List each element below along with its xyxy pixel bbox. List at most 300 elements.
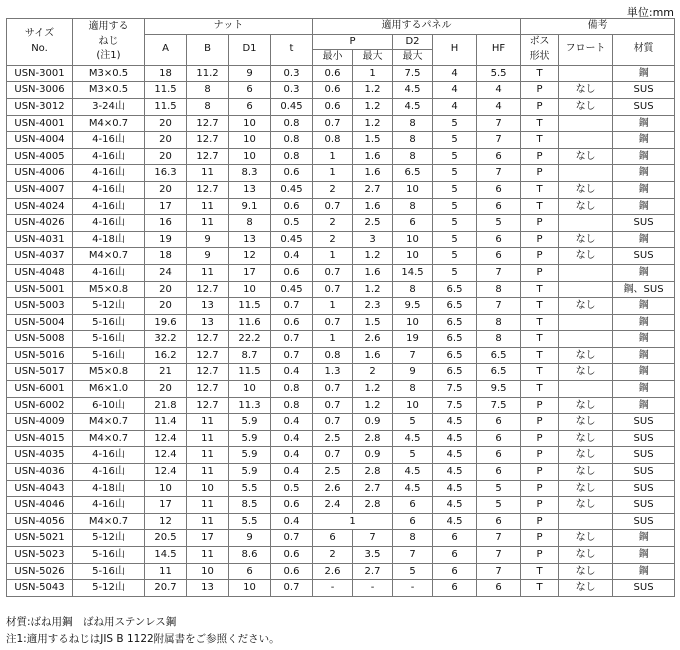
cell-boss: P [521,497,559,514]
cell-b: 12.7 [187,148,229,165]
table-row [7,82,675,99]
cell-d2-max: 5 [393,414,433,431]
cell-hf: 4 [477,98,521,115]
cell-h: 4 [433,98,477,115]
cell-h: 5 [433,165,477,182]
cell-boss: T [521,563,559,580]
cell-p-min: 0.8 [313,347,353,364]
cell-float: なし [559,397,613,414]
cell-d1: 6 [229,82,271,99]
cell-b: 13 [187,298,229,315]
cell-d2-max: 10 [393,397,433,414]
table-row [7,397,675,414]
cell-h: 4.5 [433,497,477,514]
cell-h: 4.5 [433,464,477,481]
cell-t: 0.4 [271,447,313,464]
cell-material: 鋼 [613,148,675,165]
cell-boss: P [521,547,559,564]
cell-p-max: 1.6 [353,198,393,215]
cell-float: なし [559,530,613,547]
cell-a: 10 [145,480,187,497]
cell-float [559,381,613,398]
table-row [7,132,675,149]
cell-a: 24 [145,264,187,281]
cell-a: 20.5 [145,530,187,547]
cell-screw: 4-16山 [73,181,145,198]
cell-t: 0.8 [271,381,313,398]
cell-h: 4 [433,82,477,99]
cell-float: なし [559,347,613,364]
cell-d2-max: 8 [393,281,433,298]
cell-float: なし [559,82,613,99]
cell-h: 6.5 [433,347,477,364]
cell-t: 0.3 [271,65,313,82]
table-row [7,364,675,381]
cell-material: SUS [613,580,675,597]
cell-boss: P [521,248,559,265]
cell-material: SUS [613,82,675,99]
cell-d2-max: 4.5 [393,480,433,497]
cell-material: 鋼 [613,547,675,564]
cell-t: 0.45 [271,281,313,298]
cell-t: 0.6 [271,497,313,514]
cell-p: 1 [313,513,393,530]
cell-p-max: 2.8 [353,430,393,447]
cell-h: 5 [433,132,477,149]
cell-p-max: 2.8 [353,497,393,514]
cell-b: 12.7 [187,397,229,414]
cell-boss: T [521,181,559,198]
cell-d2-max: 14.5 [393,264,433,281]
cell-d1: 10 [229,381,271,398]
cell-d2-max: 8 [393,115,433,132]
cell-material: 鋼、SUS [613,281,675,298]
cell-d1: 13 [229,231,271,248]
cell-a: 20 [145,132,187,149]
table-row [7,165,675,182]
cell-d2-max: 8 [393,530,433,547]
cell-p-min: 0.6 [313,65,353,82]
cell-d1: 10 [229,132,271,149]
cell-size: USN-4006 [7,165,73,182]
cell-t: 0.7 [271,580,313,597]
cell-p-max: 1 [353,65,393,82]
cell-hf: 6 [477,181,521,198]
cell-t: 0.4 [271,464,313,481]
cell-d1: 5.5 [229,513,271,530]
cell-size: USN-5017 [7,364,73,381]
cell-hf: 6 [477,198,521,215]
cell-boss: T [521,347,559,364]
cell-d1: 9.1 [229,198,271,215]
cell-a: 20 [145,181,187,198]
unit-label: 単位:mm [626,6,674,19]
cell-screw: M4×0.7 [73,430,145,447]
cell-screw: 4-16山 [73,165,145,182]
cell-boss: T [521,298,559,315]
cell-size: USN-5023 [7,547,73,564]
cell-b: 9 [187,248,229,265]
table-row [7,464,675,481]
cell-screw: 5-12山 [73,530,145,547]
cell-screw: M5×0.8 [73,281,145,298]
cell-boss: P [521,464,559,481]
cell-boss: P [521,480,559,497]
cell-material: 鋼 [613,298,675,315]
cell-a: 12.4 [145,447,187,464]
cell-b: 11 [187,215,229,232]
cell-h: 6 [433,547,477,564]
cell-d1: 12 [229,248,271,265]
cell-p-min: - [313,580,353,597]
cell-hf: 6 [477,231,521,248]
cell-a: 16 [145,215,187,232]
cell-hf: 5.5 [477,65,521,82]
cell-p-max: 1.2 [353,248,393,265]
cell-boss: P [521,397,559,414]
cell-b: 12.7 [187,281,229,298]
cell-a: 16.3 [145,165,187,182]
cell-float: なし [559,198,613,215]
cell-p-min: 0.7 [313,381,353,398]
cell-p-min: 0.6 [313,98,353,115]
cell-size: USN-3012 [7,98,73,115]
cell-screw: 5-16山 [73,547,145,564]
cell-a: 11.5 [145,98,187,115]
cell-h: 5 [433,115,477,132]
material-note: 材質:ばね用鋼 ばね用ステンレス鋼 [6,616,177,628]
cell-screw: M3×0.5 [73,82,145,99]
cell-b: 13 [187,314,229,331]
cell-b: 13 [187,580,229,597]
cell-a: 17 [145,198,187,215]
cell-p-min: 1.3 [313,364,353,381]
header-hf: HF [477,34,521,65]
cell-float: なし [559,563,613,580]
cell-p-max: 1.5 [353,314,393,331]
cell-t: 0.3 [271,82,313,99]
cell-boss: P [521,98,559,115]
cell-material: SUS [613,464,675,481]
cell-t: 0.45 [271,98,313,115]
cell-boss: T [521,381,559,398]
cell-p-max: 1.6 [353,165,393,182]
cell-t: 0.8 [271,132,313,149]
cell-float [559,264,613,281]
cell-screw: M6×1.0 [73,381,145,398]
cell-d1: 11.5 [229,298,271,315]
cell-hf: 4 [477,82,521,99]
cell-b: 12.7 [187,364,229,381]
cell-a: 32.2 [145,331,187,348]
cell-b: 12.7 [187,132,229,149]
cell-p-max: 1.2 [353,281,393,298]
cell-a: 11 [145,563,187,580]
cell-material: 鋼 [613,347,675,364]
cell-p-min: 0.6 [313,82,353,99]
cell-p-min: 0.7 [313,397,353,414]
table-row [7,563,675,580]
cell-d1: 22.2 [229,331,271,348]
cell-hf: 6 [477,513,521,530]
cell-hf: 5 [477,215,521,232]
cell-h: 7.5 [433,381,477,398]
table-row [7,298,675,315]
table-row [7,65,675,82]
cell-d2-max: 4.5 [393,82,433,99]
cell-t: 0.45 [271,181,313,198]
cell-d2-max: 6 [393,497,433,514]
cell-t: 0.6 [271,563,313,580]
cell-material: 鋼 [613,381,675,398]
cell-hf: 8 [477,314,521,331]
header-h: H [433,34,477,65]
header-d2: D2 [393,34,433,50]
cell-p-min: 2 [313,547,353,564]
cell-p-max: 1.5 [353,132,393,149]
table-row [7,414,675,431]
cell-d1: 8.5 [229,497,271,514]
table-row [7,215,675,232]
cell-b: 12.7 [187,181,229,198]
cell-size: USN-4048 [7,264,73,281]
cell-a: 11.5 [145,82,187,99]
cell-d2-max: 7 [393,347,433,364]
header-screw: 適用する ねじ (注1) [73,19,145,66]
cell-boss: P [521,414,559,431]
cell-float [559,65,613,82]
cell-p-min: 0.7 [313,414,353,431]
cell-hf: 9.5 [477,381,521,398]
cell-p-min: 0.7 [313,264,353,281]
cell-d2-max: 10 [393,231,433,248]
cell-d2-max: 9.5 [393,298,433,315]
cell-size: USN-4007 [7,181,73,198]
cell-h: 5 [433,264,477,281]
cell-d1: 8.3 [229,165,271,182]
cell-d1: 5.9 [229,414,271,431]
cell-d2-max: 9 [393,364,433,381]
cell-t: 0.6 [271,547,313,564]
cell-p-min: 0.7 [313,281,353,298]
cell-h: 5 [433,248,477,265]
table-row [7,264,675,281]
cell-h: 4.5 [433,480,477,497]
cell-d2-max: 19 [393,331,433,348]
cell-t: 0.7 [271,530,313,547]
cell-screw: 5-16山 [73,563,145,580]
cell-boss: P [521,82,559,99]
cell-material: 鋼 [613,331,675,348]
cell-p-min: 2.6 [313,480,353,497]
cell-p-max: 1.6 [353,148,393,165]
cell-p-max: 7 [353,530,393,547]
header-a: A [145,34,187,65]
cell-material: SUS [613,248,675,265]
cell-b: 11 [187,464,229,481]
spec-table [6,18,675,597]
cell-size: USN-6002 [7,397,73,414]
cell-hf: 6 [477,464,521,481]
cell-a: 20 [145,281,187,298]
cell-size: USN-4036 [7,464,73,481]
cell-h: 6.5 [433,314,477,331]
cell-material: SUS [613,414,675,431]
cell-material: SUS [613,98,675,115]
cell-h: 6.5 [433,281,477,298]
cell-size: USN-4031 [7,231,73,248]
cell-a: 20 [145,298,187,315]
cell-size: USN-5016 [7,347,73,364]
cell-p-max: 1.2 [353,98,393,115]
table-row [7,480,675,497]
cell-b: 11 [187,165,229,182]
cell-material: 鋼 [613,115,675,132]
cell-b: 11 [187,497,229,514]
cell-b: 12.7 [187,331,229,348]
cell-size: USN-4056 [7,513,73,530]
cell-screw: 4-16山 [73,198,145,215]
cell-hf: 6.5 [477,364,521,381]
cell-d2-max: 10 [393,314,433,331]
cell-d2-max: 4.5 [393,98,433,115]
cell-b: 12.7 [187,115,229,132]
cell-d2-max: 7 [393,547,433,564]
cell-material: SUS [613,497,675,514]
cell-t: 0.45 [271,231,313,248]
cell-b: 11 [187,547,229,564]
cell-b: 11 [187,430,229,447]
cell-boss: P [521,231,559,248]
cell-a: 21 [145,364,187,381]
cell-screw: 4-16山 [73,464,145,481]
cell-boss: T [521,314,559,331]
cell-float: なし [559,414,613,431]
cell-b: 11.2 [187,65,229,82]
cell-material: 鋼 [613,181,675,198]
cell-d1: 5.9 [229,464,271,481]
cell-a: 18 [145,65,187,82]
cell-size: USN-4004 [7,132,73,149]
cell-hf: 7 [477,132,521,149]
header-material: 材質 [613,34,675,65]
table-row [7,547,675,564]
table-row [7,198,675,215]
cell-a: 14.5 [145,547,187,564]
cell-size: USN-4001 [7,115,73,132]
cell-boss: P [521,530,559,547]
table-body [7,65,675,596]
cell-t: 0.5 [271,480,313,497]
cell-h: 6 [433,580,477,597]
cell-screw: M5×0.8 [73,364,145,381]
cell-t: 0.7 [271,347,313,364]
cell-screw: 4-16山 [73,447,145,464]
cell-hf: 7 [477,264,521,281]
cell-float: なし [559,547,613,564]
header-p: P [313,34,393,50]
cell-material: SUS [613,480,675,497]
cell-a: 16.2 [145,347,187,364]
table-row [7,314,675,331]
cell-b: 10 [187,563,229,580]
cell-h: 4 [433,65,477,82]
cell-float: なし [559,580,613,597]
cell-p-min: 1 [313,165,353,182]
cell-float [559,314,613,331]
cell-screw: 6-10山 [73,397,145,414]
cell-d2-max: 8 [393,148,433,165]
cell-material: 鋼 [613,165,675,182]
cell-p-max: 0.9 [353,447,393,464]
cell-h: 6.5 [433,331,477,348]
cell-a: 17 [145,497,187,514]
cell-size: USN-4009 [7,414,73,431]
cell-t: 0.7 [271,298,313,315]
cell-hf: 6 [477,580,521,597]
cell-boss: T [521,331,559,348]
cell-p-min: 0.7 [313,314,353,331]
cell-boss: P [521,430,559,447]
cell-t: 0.4 [271,364,313,381]
cell-t: 0.6 [271,165,313,182]
header-b: B [187,34,229,65]
cell-size: USN-4015 [7,430,73,447]
cell-t: 0.8 [271,148,313,165]
cell-d1: 9 [229,65,271,82]
cell-float [559,132,613,149]
cell-t: 0.4 [271,513,313,530]
cell-p-max: - [353,580,393,597]
table-row [7,281,675,298]
cell-material: 鋼 [613,314,675,331]
cell-p-min: 6 [313,530,353,547]
cell-float: なし [559,231,613,248]
cell-t: 0.8 [271,397,313,414]
cell-d1: 10 [229,580,271,597]
cell-material: 鋼 [613,563,675,580]
cell-boss: T [521,364,559,381]
cell-p-min: 2 [313,231,353,248]
cell-a: 12.4 [145,430,187,447]
cell-hf: 7 [477,165,521,182]
table-row [7,430,675,447]
cell-material: 鋼 [613,530,675,547]
cell-float: なし [559,430,613,447]
cell-size: USN-4026 [7,215,73,232]
cell-p-min: 0.7 [313,447,353,464]
header-d2-max: 最大 [393,50,433,66]
cell-boss: P [521,215,559,232]
cell-d1: 5.5 [229,480,271,497]
cell-h: 6 [433,563,477,580]
cell-p-min: 2.5 [313,464,353,481]
header-size: サイズ No. [7,19,73,66]
cell-boss: P [521,447,559,464]
header-boss: ボス 形状 [521,34,559,65]
cell-boss: P [521,264,559,281]
cell-hf: 7 [477,530,521,547]
table-row [7,181,675,198]
cell-size: USN-4043 [7,480,73,497]
header-panel: 適用するパネル [313,19,521,35]
cell-d1: 8 [229,215,271,232]
footnote-1: 注1:適用するねじはJIS B 1122附属書をご参照ください。 [6,633,280,645]
cell-d2-max: 10 [393,181,433,198]
cell-h: 7.5 [433,397,477,414]
cell-hf: 8 [477,281,521,298]
cell-p-max: 2.7 [353,181,393,198]
